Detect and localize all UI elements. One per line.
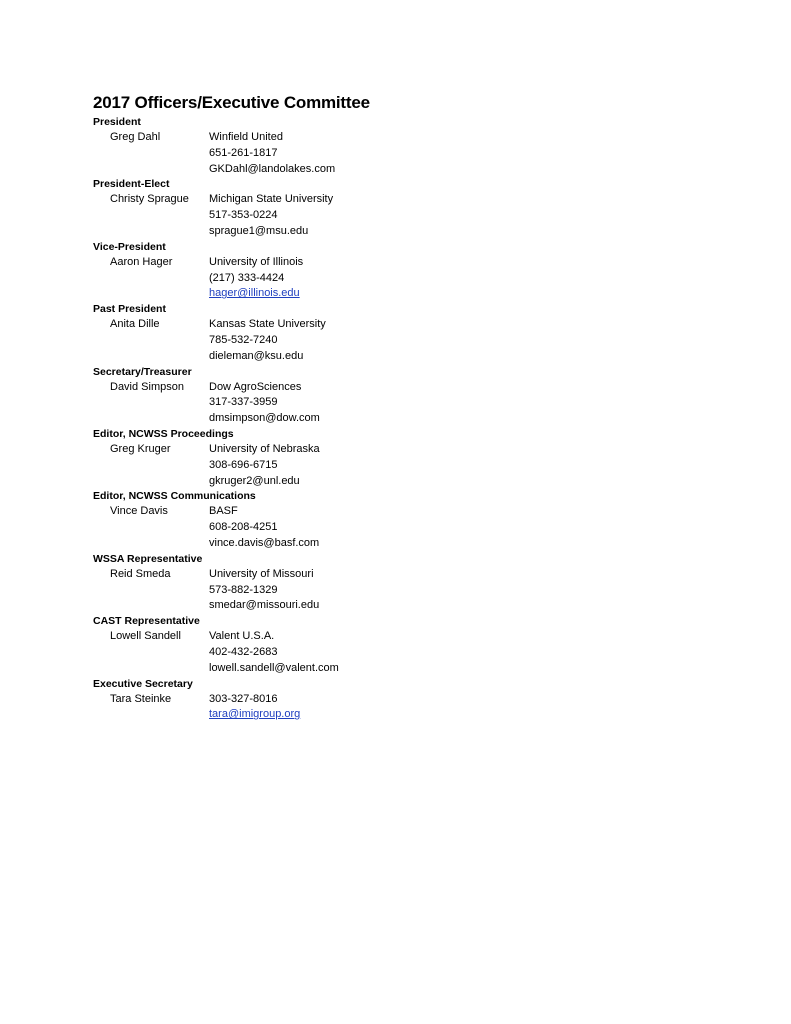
officer-detail: smedar@missouri.edu [209, 599, 320, 612]
email-link[interactable]: tara@imigroup.org [209, 708, 301, 721]
officer-detail-row [93, 224, 693, 240]
section-heading: President [93, 116, 141, 128]
officer-name: Greg Dahl [110, 131, 161, 143]
officer-detail-row [93, 583, 693, 599]
officer-detail-row [93, 333, 693, 349]
officer-detail-row [93, 645, 693, 661]
section-heading: Editor, NCWSS Proceedings [93, 427, 234, 440]
officer-detail: 303-327-8016 [209, 692, 278, 705]
officer-name: Greg Kruger [110, 442, 171, 455]
officer-detail: University of Missouri [209, 567, 314, 580]
officer-detail: vince.davis@basf.com [209, 536, 320, 549]
officer-detail-row [93, 349, 693, 365]
officer-name: Aaron Hager [110, 255, 173, 268]
officer-detail-row [93, 255, 693, 271]
officer-detail: 651-261-1817 [209, 146, 278, 159]
officer-detail-row [93, 162, 693, 178]
officer-detail-row [93, 598, 693, 614]
officer-detail-row [93, 380, 693, 396]
officer-detail: BASF [209, 505, 238, 518]
section-heading: CAST Representative [93, 615, 200, 628]
officer-detail: 402-432-2683 [209, 645, 278, 658]
officer-name: Reid Smeda [110, 567, 171, 580]
officer-detail: 317-337-3959 [209, 396, 278, 409]
officer-detail-row [93, 442, 693, 458]
officer-detail: (217) 333-4424 [209, 271, 285, 284]
officer-detail: Winfield United [209, 131, 283, 143]
officer-detail-row [93, 271, 693, 287]
officer-name: Tara Steinke [110, 692, 172, 705]
officer-name: Lowell Sandell [110, 630, 181, 643]
officer-detail-row [93, 520, 693, 536]
officer-detail: Valent U.S.A. [209, 630, 275, 643]
officer-detail-row [93, 395, 693, 411]
officer-detail-row [93, 629, 693, 645]
officer-detail: 573-882-1329 [209, 583, 278, 596]
officer-detail: Dow AgroSciences [209, 380, 302, 393]
section-heading: Editor, NCWSS Communications [93, 490, 256, 503]
officer-detail-row [93, 146, 693, 162]
officer-name: David Simpson [110, 380, 184, 393]
officer-detail: gkruger2@unl.edu [209, 474, 300, 487]
officer-detail-row [93, 192, 693, 208]
officer-name: Anita Dille [110, 318, 160, 331]
officer-detail: 517-353-0224 [209, 209, 278, 222]
officer-name: Christy Sprague [110, 193, 189, 206]
section-heading: Vice-President [93, 240, 166, 253]
section-heading: Executive Secretary [93, 677, 193, 690]
officer-detail-row [93, 661, 693, 677]
email-link[interactable]: hager@illinois.edu [209, 287, 300, 300]
officer-list [93, 115, 693, 723]
officer-detail-row [93, 317, 693, 333]
section-heading: Past President [93, 303, 166, 316]
officer-detail-row [93, 208, 693, 224]
officer-detail: dieleman@ksu.edu [209, 349, 304, 362]
officer-detail: Kansas State University [209, 318, 326, 331]
officer-detail-row [93, 692, 693, 708]
officer-detail: sprague1@msu.edu [209, 224, 309, 237]
officer-detail: 608-208-4251 [209, 521, 278, 534]
officer-detail-row [93, 474, 693, 490]
officer-detail: GKDahl@landolakes.com [209, 162, 336, 175]
page-title: 2017 Officers/Executive Committee [93, 93, 370, 112]
officer-detail: 785-532-7240 [209, 333, 278, 346]
officer-detail-row [93, 707, 693, 723]
section-heading: President-Elect [93, 178, 170, 191]
officer-detail-row [93, 286, 693, 302]
officer-name: Vince Davis [110, 505, 168, 518]
officer-detail: 308-696-6715 [209, 458, 278, 471]
officer-detail: Michigan State University [209, 193, 334, 206]
officer-detail-row [93, 536, 693, 552]
officer-detail-row [93, 458, 693, 474]
section-heading: WSSA Representative [93, 552, 203, 565]
officer-detail-row [93, 411, 693, 427]
section-heading: Secretary/Treasurer [93, 365, 192, 378]
officer-detail-row [93, 130, 693, 146]
officer-detail: University of Illinois [209, 255, 304, 268]
officer-detail: dmsimpson@dow.com [209, 412, 320, 425]
officer-detail-row [93, 504, 693, 520]
officer-detail: University of Nebraska [209, 442, 320, 455]
officer-detail: lowell.sandell@valent.com [209, 661, 339, 674]
officer-detail-row [93, 567, 693, 583]
